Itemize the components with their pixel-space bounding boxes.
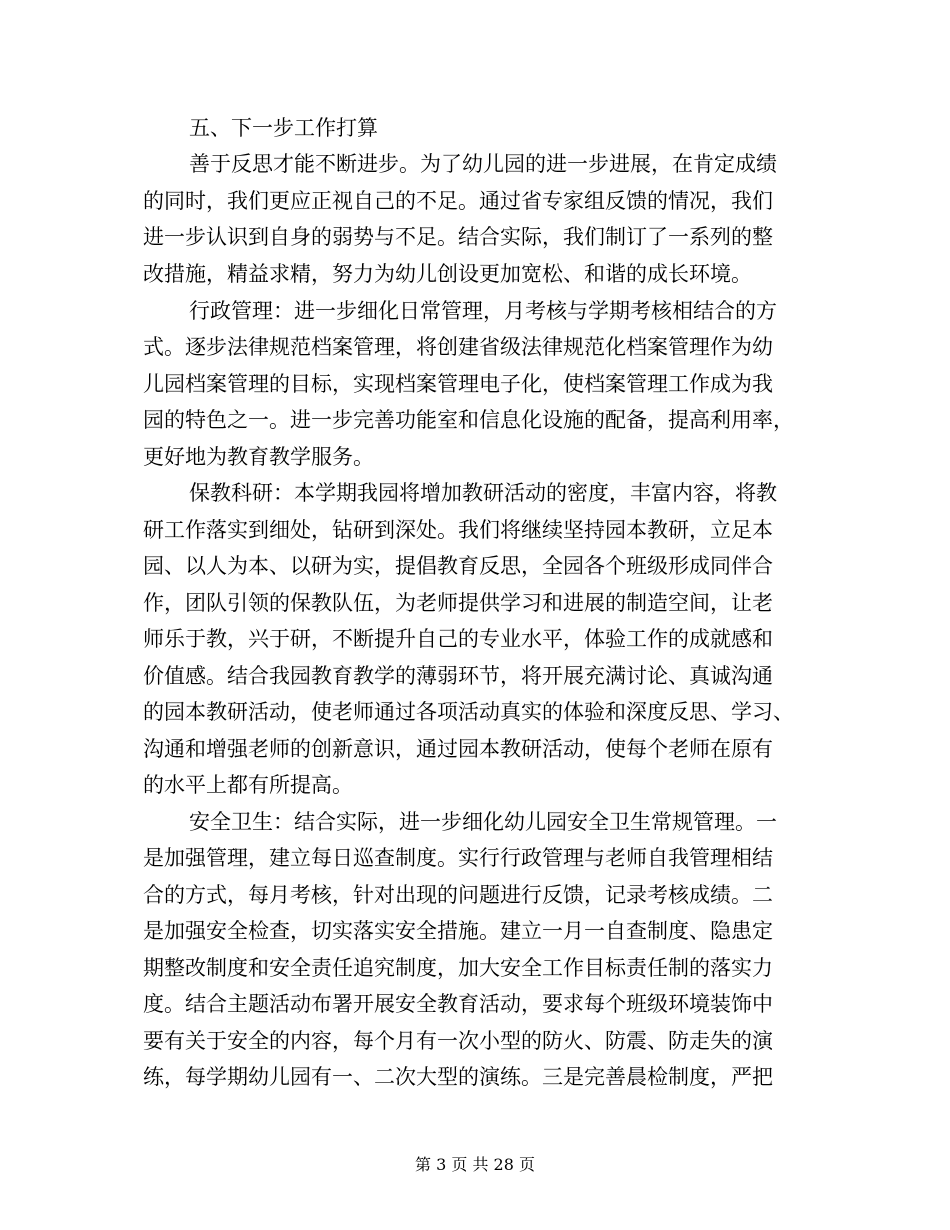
paragraph-line: 度。结合主题活动布署开展安全教育活动，要求每个班级环境装饰中 [143, 992, 773, 1016]
paragraph-line: 保教科研：本学期我园将增加教研活动的密度，丰富内容，将教 [189, 481, 777, 505]
paragraph-line: 价值感。结合我园教育教学的薄弱环节，将开展充满讨论、真诚沟通 [143, 664, 773, 688]
paragraph-line: 安全卫生：结合实际，进一步细化幼儿园安全卫生常规管理。一 [189, 810, 777, 834]
paragraph-line: 更好地为教育教学服务。 [143, 445, 374, 469]
paragraph-line: 的同时，我们更应正视自己的不足。通过省专家组反馈的情况，我们 [143, 189, 773, 213]
paragraph-line: 沟通和增强老师的创新意识，通过园本教研活动，使每个老师在原有 [143, 737, 773, 761]
paragraph-line: 期整改制度和安全责任追究制度，加大安全工作目标责任制的落实力 [143, 956, 773, 980]
paragraph-line: 研工作落实到细处，钻研到深处。我们将继续坚持园本教研，立足本 [143, 518, 773, 542]
paragraph-line: 园的特色之一。进一步完善功能室和信息化设施的配备，提高利用率， [143, 408, 794, 432]
paragraph-line: 的水平上都有所提高。 [143, 773, 353, 797]
paragraph-line: 善于反思才能不断进步。为了幼儿园的进一步进展，在肯定成绩 [189, 152, 777, 176]
paragraph-line: 是加强管理，建立每日巡查制度。实行行政管理与老师自我管理相结 [143, 846, 773, 870]
paragraph-line: 要有关于安全的内容，每个月有一次小型的防火、防震、防走失的演 [143, 1029, 773, 1053]
paragraph-line: 改措施，精益求精，努力为幼儿创设更加宽松、和谐的成长环境。 [143, 262, 752, 286]
paragraph-line: 合的方式，每月考核，针对出现的问题进行反馈，记录考核成绩。二 [143, 883, 773, 907]
paragraph-line: 练，每学期幼儿园有一、二次大型的演练。三是完善晨检制度，严把 [143, 1065, 773, 1089]
paragraph-line: 园、以人为本、以研为实，提倡教育反思，全园各个班级形成同伴合 [143, 554, 773, 578]
paragraph-line: 式。逐步法律规范档案管理，将创建省级法律规范化档案管理作为幼 [143, 335, 773, 359]
paragraph-line: 是加强安全检查，切实落实安全措施。建立一月一自查制度、隐患定 [143, 919, 773, 943]
page-number-footer: 第 3 页 共 28 页 [415, 1155, 535, 1174]
paragraph-line: 儿园档案管理的目标，实现档案管理电子化，使档案管理工作成为我 [143, 372, 773, 396]
paragraph-line: 师乐于教，兴于研，不断提升自己的专业水平，体验工作的成就感和 [143, 627, 773, 651]
paragraph-line: 的园本教研活动，使老师通过各项活动真实的体验和深度反思、学习、 [143, 700, 794, 724]
section-heading: 五、下一步工作打算 [189, 116, 378, 140]
paragraph-line: 作，团队引领的保教队伍，为老师提供学习和进展的制造空间，让老 [143, 591, 773, 615]
paragraph-line: 进一步认识到自身的弱势与不足。结合实际，我们制订了一系列的整 [143, 225, 773, 249]
paragraph-line: 行政管理：进一步细化日常管理，月考核与学期考核相结合的方 [189, 299, 777, 323]
